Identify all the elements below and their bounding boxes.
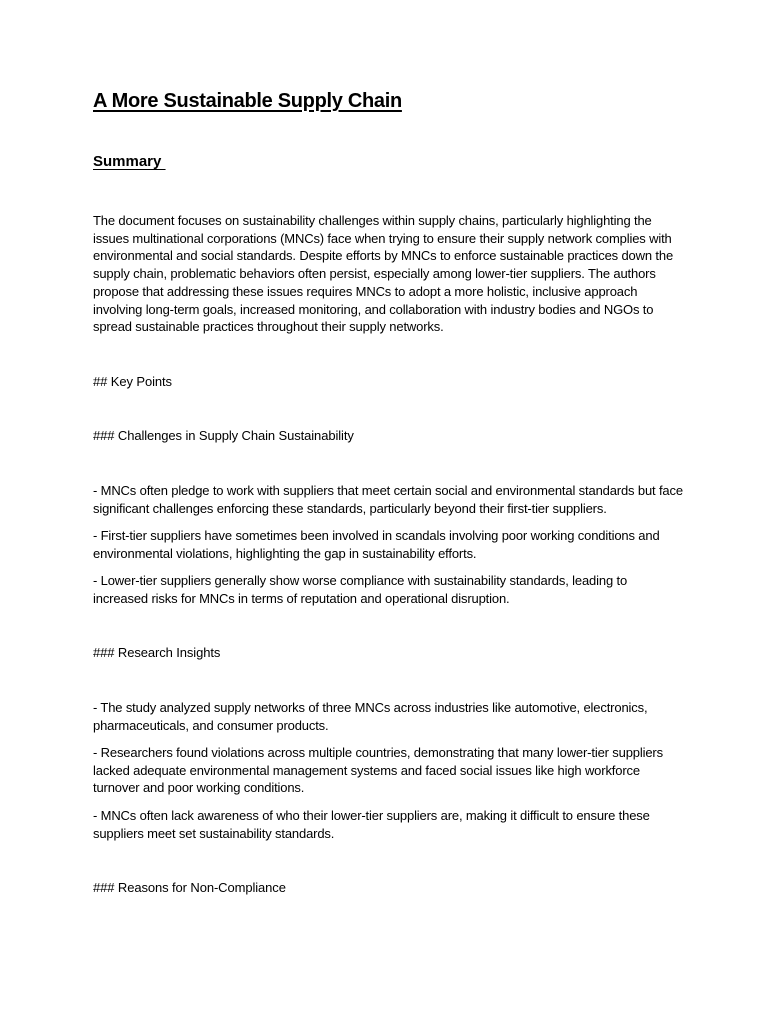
challenges-bullet: - First-tier suppliers have sometimes been involved in scandals involving poor working conditions and environmental violations, highlighting the gap in sustainability efforts. <box>93 528 660 561</box>
challenges-bullet: - MNCs often pledge to work with suppliers that meet certain social and environmental standards but face significant challenges enforcing these standards, particularly beyond their first-tier suppliers. <box>93 483 683 516</box>
research-bullet: - MNCs often lack awareness of who their lower-tier suppliers are, making it difficult to ensure these suppliers meet set sustainability standards. <box>93 808 650 841</box>
challenges-heading: ### Challenges in Supply Chain Sustainability <box>93 428 354 443</box>
document-body <box>93 88 683 895</box>
research-bullet: - Researchers found violations across multiple countries, demonstrating that many lower-tier suppliers lacked adequate environmental management systems and faced social issues like high workforce turnover and poor working conditions. <box>93 745 663 796</box>
research-bullet: - The study analyzed supply networks of three MNCs across industries like automotive, electronics, pharmaceuticals, and consumer products. <box>93 700 648 733</box>
non-compliance-heading: ### Reasons for Non-Compliance <box>93 880 286 895</box>
summary-paragraph: The document focuses on sustainability challenges within supply chains, particularly highlighting the issues multinational corporations (MNCs) face when trying to ensure their supply network complies with environmental and social standards. Despite efforts by MNCs to enforce sustainable practices down the supply chain, problematic behaviors often persist, especially among lower-tier suppliers. The authors propose that addressing these issues requires MNCs to adopt a more holistic, inclusive approach involving long-term goals, increased monitoring, and collaboration with industry bodies and NGOs to spread sustainable practices throughout their supply networks. <box>93 213 674 335</box>
challenges-bullet: - Lower-tier suppliers generally show worse compliance with sustainability standards, leading to increased risks for MNCs in terms of reputation and operational disruption. <box>93 573 628 606</box>
summary-heading: Summary <box>93 153 166 170</box>
research-insights-heading: ### Research Insights <box>93 645 221 660</box>
key-points-heading: ## Key Points <box>93 374 172 389</box>
document-title: A More Sustainable Supply Chain <box>93 90 402 112</box>
